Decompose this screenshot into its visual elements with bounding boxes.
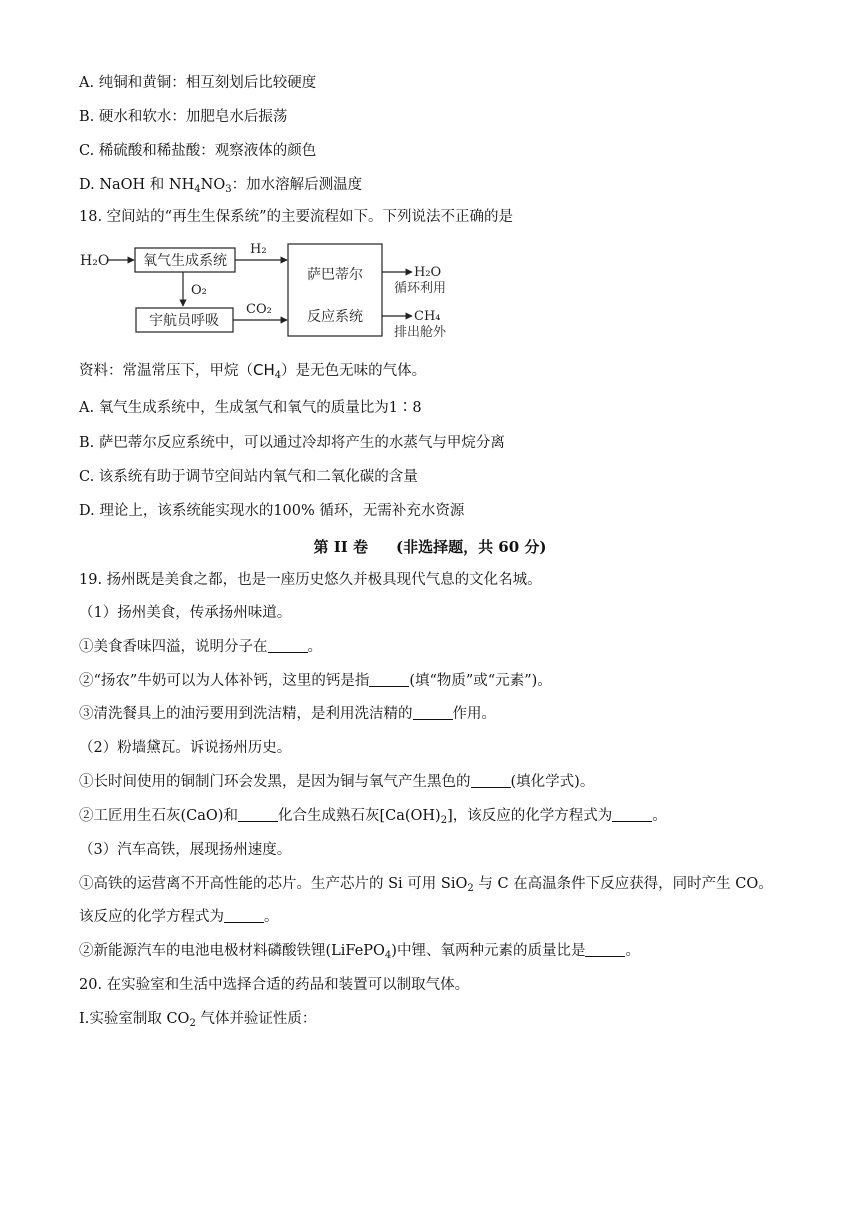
co2-label: CO₂ bbox=[246, 302, 272, 317]
oxygen-generation-label: 氧气生成系统 bbox=[143, 253, 227, 269]
q18-option-a: A. 氧气生成系统中，生成氢气和氧气的质量比为1∶8 bbox=[79, 400, 422, 416]
q19-3-2: ②新能源汽车的电池电极材料磷酸铁锂(LiFePO$_4$)中锂、氧两种元素的质量比是 。 bbox=[79, 943, 640, 961]
o2-label: O₂ bbox=[191, 283, 207, 298]
answer-blank bbox=[471, 773, 511, 788]
q19-1-1: ①美食香味四溢，说明分子在 。 bbox=[79, 639, 322, 655]
output-h2o-label: H₂O bbox=[414, 265, 442, 280]
answer-blank bbox=[413, 705, 453, 720]
section-ii-title: 第 II 卷 (非选择题，共 60 分) bbox=[313, 538, 547, 556]
q19-part2: （2）粉墙黛瓦。诉说扬州历史。 bbox=[79, 740, 292, 756]
answer-blank bbox=[369, 672, 409, 687]
q20-part1: I.实验室制取 $CO_2$ 气体并验证性质： bbox=[79, 1011, 317, 1029]
q19-2-2: ②工匠用生石灰(CaO)和 化合生成熟石灰$[Ca(OH)_2]$，该反应的化学方程式为 。 bbox=[79, 808, 667, 826]
astronaut-breathing-label: 宇航员呼吸 bbox=[149, 313, 219, 329]
q18-option-d: D. 理论上，该系统能实现水的100% 循环，无需补充水资源 bbox=[79, 503, 465, 519]
q19-2-1: ①长时间使用的铜制门环会发黑，是因为铜与氧气产生黑色的 (填化学式)。 bbox=[79, 774, 595, 790]
q17-option-d: D. NaOH 和 $NH_4NO_3$：加水溶解后测温度 bbox=[79, 177, 363, 195]
q19-3-1-cont: 该反应的化学方程式为 。 bbox=[79, 909, 279, 925]
q19-part1: （1）扬州美食，传承扬州味道。 bbox=[79, 605, 292, 621]
answer-blank bbox=[268, 638, 308, 653]
q19-3-1: ①高铁的运营离不开高性能的芯片。生产芯片的 Si 可用 SiO$_2$ 与 C 在高温条件下反应获得，同时产生 CO。 bbox=[79, 876, 773, 894]
q19-part3: （3）汽车高铁，展现扬州速度。 bbox=[79, 842, 292, 858]
output-ch4-label: CH₄ bbox=[414, 309, 441, 324]
q19-stem: 19. 扬州既是美食之都，也是一座历史悠久并极具现代气息的文化名城。 bbox=[79, 572, 542, 588]
q17-option-a: A. 纯铜和黄铜：相互刻划后比较硬度 bbox=[79, 75, 317, 91]
answer-blank bbox=[224, 908, 264, 923]
output-ch4-note: 排出舱外 bbox=[394, 325, 447, 340]
q17-option-b: B. 硬水和软水：加肥皂水后振荡 bbox=[79, 109, 288, 125]
answer-blank bbox=[585, 942, 625, 957]
q17-option-c: C. 稀硫酸和稀盐酸：观察液体的颜色 bbox=[79, 143, 317, 159]
sabatier-label-line2: 反应系统 bbox=[307, 309, 363, 325]
sabatier-label-line1: 萨巴蒂尔 bbox=[307, 267, 363, 283]
q19-1-2: ②“扬农”牛奶可以为人体补钙，这里的钙是指 (填“物质”或“元素”)。 bbox=[79, 673, 552, 689]
q18-stem: 18. 空间站的“再生生保系统”的主要流程如下。下列说法不正确的是 bbox=[79, 209, 513, 225]
input-h2o-label: H₂O bbox=[80, 253, 110, 269]
q18-option-c: C. 该系统有助于调节空间站内氧气和二氧化碳的含量 bbox=[79, 469, 418, 485]
answer-blank bbox=[612, 807, 652, 822]
answer-blank bbox=[238, 807, 278, 822]
q19-1-3: ③清洗餐具上的油污要用到洗洁精，是利用洗洁精的 作用。 bbox=[79, 706, 496, 722]
regeneration-flow-diagram bbox=[74, 240, 494, 340]
q18-option-b: B. 萨巴蒂尔反应系统中，可以通过冷却将产生的水蒸气与甲烷分离 bbox=[79, 435, 505, 451]
q18-data-note: 资料：常温常压下，甲烷$(CH_4)$是无色无味的气体。 bbox=[79, 361, 427, 381]
output-h2o-note: 循环利用 bbox=[394, 281, 447, 296]
h2-label: H₂ bbox=[250, 242, 267, 257]
q20-stem: 20. 在实验室和生活中选择合适的药品和装置可以制取气体。 bbox=[79, 977, 470, 993]
